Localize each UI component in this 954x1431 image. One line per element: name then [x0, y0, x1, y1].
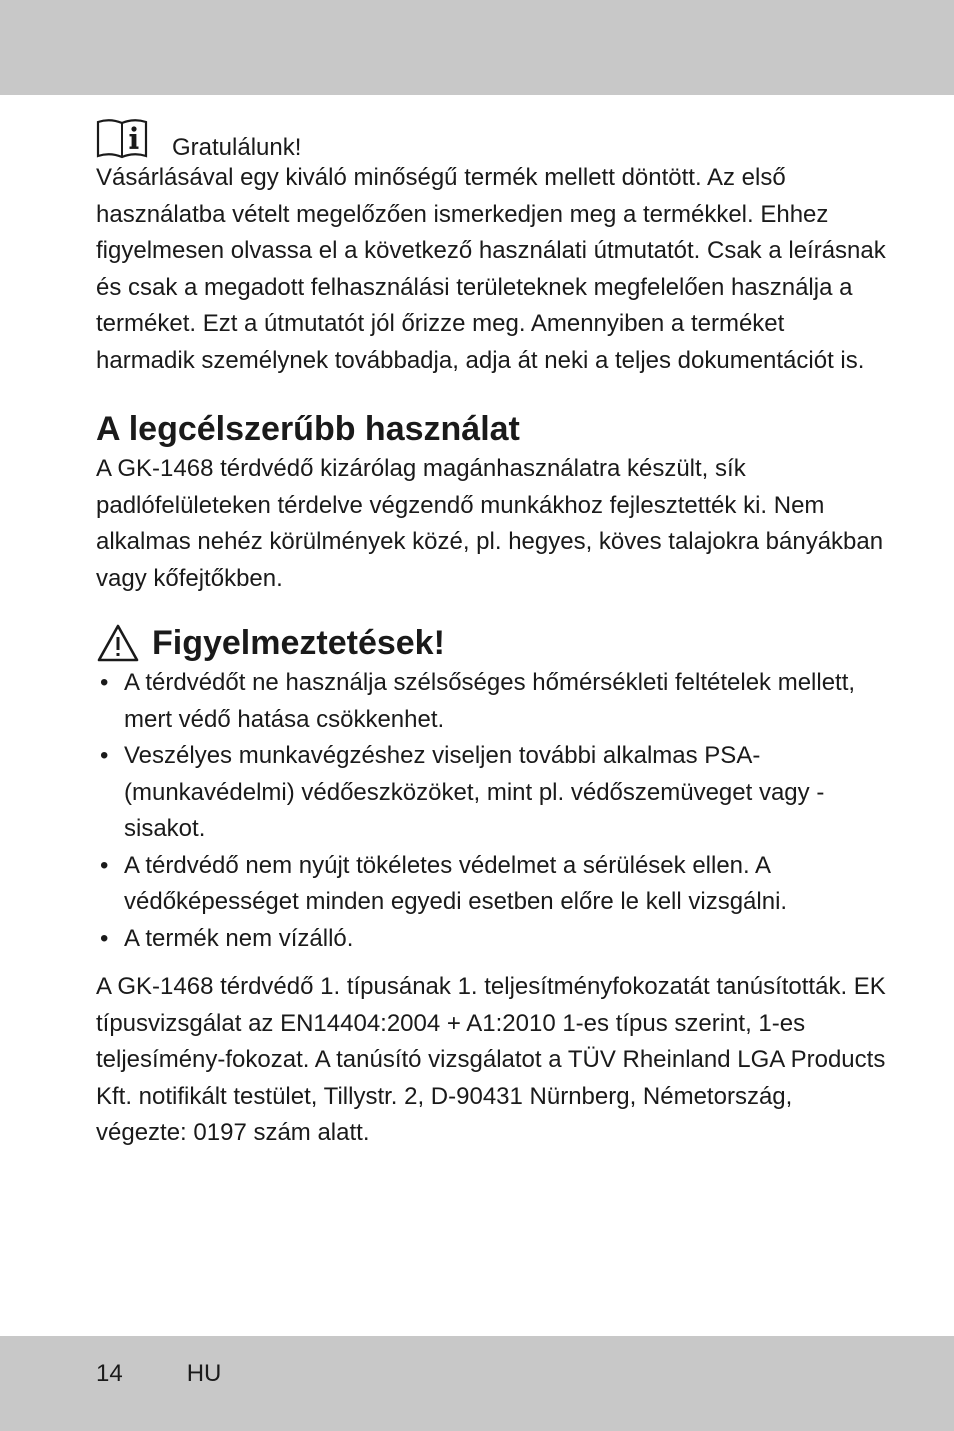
warning-item: • Veszélyes munkavégzéshez viseljen további alkalmas PSA- (munkavédelmi) védőeszközöket, mint pl. védőszemüveget vagy -sisakot. [96, 738, 886, 848]
certification-text: A GK-1468 térdvédő 1. típusának 1. teljesítményfokozatát tanúsították. EK típusvizsgálat az EN14404:2004 + A1:2010 1-es típus szerint, 1-es teljesímény-fokozat. A tanúsító vizsgálatot a TÜV Rheinland LGA Products Kft. notifikált testület, Tillystr. 2, D-90431 Nürnberg, Németország, végezte: 0197 szám alatt. [96, 973, 886, 1146]
page-content [96, 116, 886, 1152]
warnings-list [96, 665, 886, 957]
info-book-icon [96, 118, 148, 160]
warning-item: • A térdvédő nem nyújt tökéletes védelmet a sérülések ellen. A védőképességet minden egyedi esetben előre le kell vizsgálni. [96, 848, 886, 921]
warning-triangle-icon [96, 623, 140, 663]
intro-header [96, 116, 886, 160]
page-number: 14 [96, 1360, 123, 1387]
warnings-header [96, 621, 886, 665]
intended-use-text: A GK-1468 térdvédő kizárólag magánhasználatra készült, sík padlófelületeken térdelve végzendő munkákhoz fejlesztették ki. Nem alkalmas nehéz körülmények közé, pl. hegyes, köves talajokra bányákban vagy kőfejtőkben. [96, 455, 884, 592]
intro-text: Vásárlásával egy kiváló minőségű termék mellett döntött. Az első használatba vételt megelőzően ismerkedjen meg a termékkel. Ehhez figyelmesen olvassa el a következő használati útmutatót. Csak a leírásnak és csak a megadott felhasználási területeknek megfelelően használja a terméket. Ezt a útmutatót jól őrizze meg. Amennyiben a terméket harmadik személynek továbbadja, adja át neki a teljes dokumentációt is. [96, 164, 886, 374]
warning-item: • A térdvédőt ne használja szélsőséges hőmérsékleti feltételek mellett, mert védő hatása csökkenhet. [96, 665, 886, 738]
intro-greeting: Gratulálunk! [172, 134, 302, 161]
header-band [0, 0, 954, 95]
warnings-title: Figyelmeztetések! [152, 624, 445, 662]
intended-use-title: A legcélszerűbb használat [96, 410, 520, 448]
page-footer [96, 1356, 221, 1392]
language-code: HU [186, 1360, 222, 1387]
warning-item: • A termék nem vízálló. [96, 921, 886, 958]
